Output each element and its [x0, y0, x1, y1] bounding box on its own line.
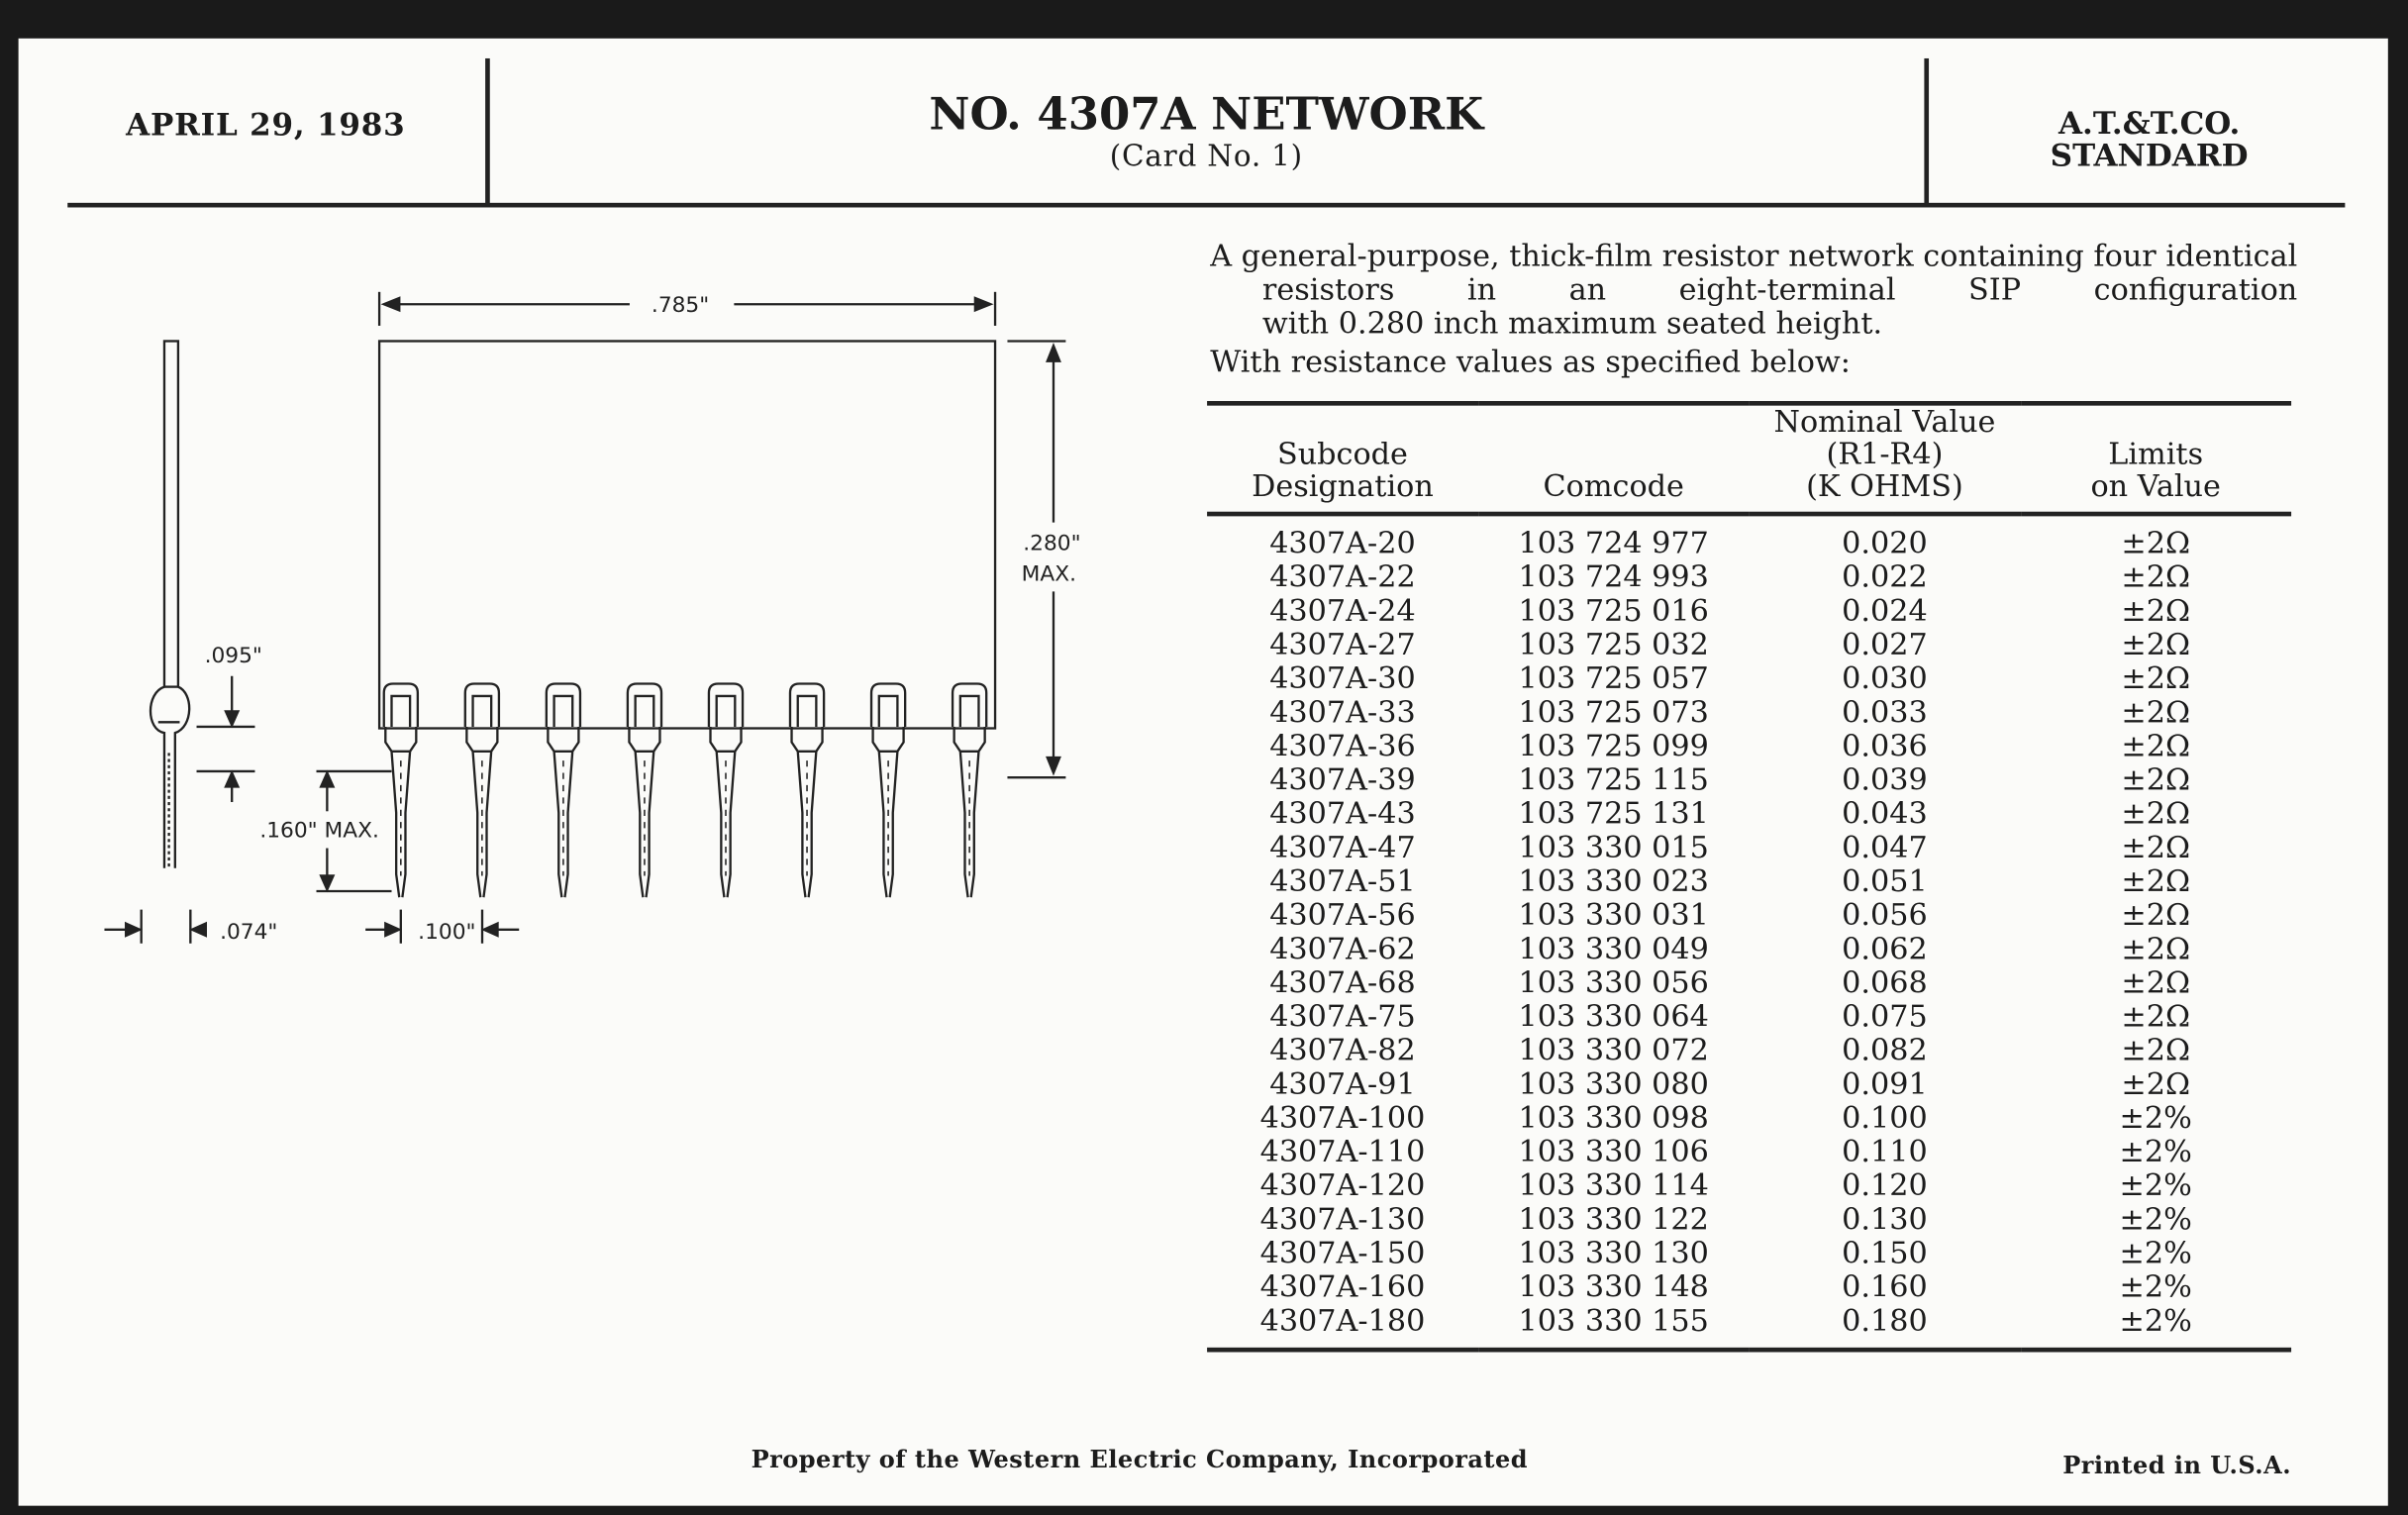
- subcode-cell: 4307A-27: [1269, 627, 1416, 662]
- nominal-value-cell: 0.062: [1842, 931, 1928, 967]
- subcode-cell: 4307A-160: [1259, 1268, 1426, 1305]
- nominal-value-cell: 0.036: [1842, 728, 1928, 764]
- column-header-line: Comcode: [1543, 468, 1684, 504]
- nominal-value-cell: 0.033: [1842, 694, 1928, 731]
- subcode-cell: 4307A-100: [1259, 1100, 1426, 1136]
- comcode-cell: 103 330 023: [1518, 863, 1709, 899]
- limits-cell: ±2Ω: [2121, 863, 2191, 899]
- limits-cell: ±2Ω: [2121, 592, 2191, 629]
- comcode-cell: 103 330 148: [1518, 1268, 1709, 1305]
- dim-height-note: MAX.: [1021, 561, 1076, 587]
- date: APRIL 29, 1983: [126, 106, 406, 144]
- nominal-value-cell: 0.100: [1842, 1100, 1928, 1136]
- limits-cell: ±2Ω: [2121, 897, 2191, 933]
- column-header-line: Limits: [2108, 436, 2204, 472]
- nominal-value-cell: 0.051: [1842, 863, 1928, 899]
- spec-card: [19, 39, 2388, 1506]
- subcode-cell: 4307A-56: [1269, 897, 1416, 933]
- subcode-cell: 4307A-82: [1269, 1032, 1416, 1068]
- limits-cell: ±2Ω: [2121, 931, 2191, 967]
- column-header-line: Nominal Value: [1773, 404, 1996, 440]
- limits-cell: ±2Ω: [2121, 829, 2191, 865]
- column-header-line: Designation: [1252, 468, 1434, 504]
- dim-height: .280": [1023, 531, 1081, 556]
- comcode-cell: 103 725 131: [1518, 795, 1709, 832]
- nominal-value-cell: 0.120: [1842, 1167, 1928, 1203]
- limits-cell: ±2Ω: [2121, 525, 2191, 561]
- comcode-cell: 103 724 993: [1518, 558, 1709, 595]
- subcode-cell: 4307A-20: [1269, 525, 1416, 561]
- limits-cell: ±2%: [2119, 1268, 2192, 1305]
- subcode-cell: 4307A-24: [1269, 592, 1416, 629]
- nominal-value-cell: 0.030: [1842, 660, 1928, 696]
- comcode-cell: 103 725 016: [1518, 592, 1709, 629]
- nominal-value-cell: 0.130: [1842, 1201, 1928, 1238]
- nominal-value-cell: 0.110: [1842, 1134, 1928, 1169]
- limits-cell: ±2%: [2119, 1134, 2192, 1169]
- nominal-value-cell: 0.068: [1842, 964, 1928, 1001]
- comcode-cell: 103 330 106: [1518, 1134, 1709, 1169]
- limits-cell: ±2Ω: [2121, 558, 2191, 595]
- comcode-cell: 103 330 080: [1518, 1065, 1709, 1102]
- subcode-cell: 4307A-120: [1259, 1167, 1426, 1203]
- nominal-value-cell: 0.020: [1842, 525, 1928, 561]
- comcode-cell: 103 330 056: [1518, 964, 1709, 1001]
- comcode-cell: 103 330 122: [1518, 1201, 1709, 1238]
- subcode-cell: 4307A-36: [1269, 728, 1416, 764]
- dim-thickness: .074": [220, 920, 278, 946]
- comcode-cell: 103 330 015: [1518, 829, 1709, 865]
- limits-cell: ±2%: [2119, 1235, 2192, 1271]
- dim-pitch: .100": [418, 920, 476, 946]
- limits-cell: ±2Ω: [2121, 660, 2191, 696]
- property-notice: Property of the Western Electric Company, Incorporated: [751, 1444, 1529, 1474]
- card-number: (Card No. 1): [1109, 140, 1303, 174]
- nominal-value-cell: 0.091: [1842, 1065, 1928, 1102]
- limits-cell: ±2Ω: [2121, 627, 2191, 662]
- dim-width: .785": [651, 292, 710, 318]
- nominal-value-cell: 0.056: [1842, 897, 1928, 933]
- limits-cell: ±2Ω: [2121, 1032, 2191, 1068]
- comcode-cell: 103 725 057: [1518, 660, 1709, 696]
- nominal-value-cell: 0.075: [1842, 998, 1928, 1035]
- description-text: A general-purpose, thick-film resistor network containing four identical resistors in an eight-terminal SIP configuration: [1210, 238, 2298, 308]
- subcode-cell: 4307A-68: [1269, 964, 1416, 1001]
- limits-cell: ±2Ω: [2121, 694, 2191, 731]
- subcode-cell: 4307A-62: [1269, 931, 1416, 967]
- limits-cell: ±2%: [2119, 1302, 2192, 1339]
- limits-cell: ±2%: [2119, 1100, 2192, 1136]
- comcode-cell: 103 724 977: [1518, 525, 1709, 561]
- dim-lead-length: .160" MAX.: [259, 818, 379, 844]
- column-header-line: on Value: [2090, 468, 2221, 504]
- nominal-value-cell: 0.043: [1842, 795, 1928, 832]
- limits-cell: ±2Ω: [2121, 795, 2191, 832]
- column-header-line: Subcode: [1276, 436, 1408, 472]
- subcode-cell: 4307A-110: [1259, 1134, 1426, 1169]
- comcode-cell: 103 330 155: [1518, 1302, 1709, 1339]
- comcode-cell: 103 330 098: [1518, 1100, 1709, 1136]
- nominal-value-cell: 0.082: [1842, 1032, 1928, 1068]
- nominal-value-cell: 0.160: [1842, 1268, 1928, 1305]
- comcode-cell: 103 330 072: [1518, 1032, 1709, 1068]
- subcode-cell: 4307A-39: [1269, 761, 1416, 798]
- comcode-cell: 103 725 032: [1518, 627, 1709, 662]
- nominal-value-cell: 0.150: [1842, 1235, 1928, 1271]
- limits-cell: ±2Ω: [2121, 964, 2191, 1001]
- description-text: With resistance values as specified below:: [1210, 344, 1851, 380]
- subcode-cell: 4307A-91: [1269, 1065, 1416, 1102]
- comcode-cell: 103 725 115: [1518, 761, 1709, 798]
- nominal-value-cell: 0.039: [1842, 761, 1928, 798]
- package-body: [379, 341, 995, 728]
- limits-cell: ±2Ω: [2121, 998, 2191, 1035]
- nominal-value-cell: 0.047: [1842, 829, 1928, 865]
- comcode-cell: 103 330 114: [1518, 1167, 1709, 1203]
- limits-cell: ±2Ω: [2121, 1065, 2191, 1102]
- subcode-cell: 4307A-22: [1269, 558, 1416, 595]
- standard-line: STANDARD: [2050, 137, 2249, 174]
- column-header-line: (R1-R4): [1826, 436, 1944, 472]
- comcode-cell: 103 725 073: [1518, 694, 1709, 731]
- nominal-value-cell: 0.022: [1842, 558, 1928, 595]
- description-text: with 0.280 inch maximum seated height.: [1261, 305, 1883, 342]
- limits-cell: ±2%: [2119, 1201, 2192, 1238]
- subcode-cell: 4307A-33: [1269, 694, 1416, 731]
- subcode-cell: 4307A-43: [1269, 795, 1416, 832]
- dim-clip: .095": [204, 643, 262, 668]
- printed-notice: Printed in U.S.A.: [2062, 1450, 2292, 1480]
- subcode-cell: 4307A-180: [1259, 1302, 1426, 1339]
- standard-line: A.T.&T.CO.: [2057, 104, 2241, 142]
- limits-cell: ±2Ω: [2121, 728, 2191, 764]
- subcode-cell: 4307A-30: [1269, 660, 1416, 696]
- limits-cell: ±2Ω: [2121, 761, 2191, 798]
- limits-cell: ±2%: [2119, 1167, 2192, 1203]
- subcode-cell: 4307A-75: [1269, 998, 1416, 1035]
- nominal-value-cell: 0.024: [1842, 592, 1928, 629]
- nominal-value-cell: 0.180: [1842, 1302, 1928, 1339]
- comcode-cell: 103 330 130: [1518, 1235, 1709, 1271]
- comcode-cell: 103 330 049: [1518, 931, 1709, 967]
- page-title: NO. 4307A NETWORK: [929, 87, 1484, 141]
- subcode-cell: 4307A-51: [1269, 863, 1416, 899]
- comcode-cell: 103 330 031: [1518, 897, 1709, 933]
- subcode-cell: 4307A-47: [1269, 829, 1416, 865]
- comcode-cell: 103 330 064: [1518, 998, 1709, 1035]
- nominal-value-cell: 0.027: [1842, 627, 1928, 662]
- column-header-line: (K OHMS): [1806, 468, 1963, 504]
- comcode-cell: 103 725 099: [1518, 728, 1709, 764]
- subcode-cell: 4307A-130: [1259, 1201, 1426, 1238]
- subcode-cell: 4307A-150: [1259, 1235, 1426, 1271]
